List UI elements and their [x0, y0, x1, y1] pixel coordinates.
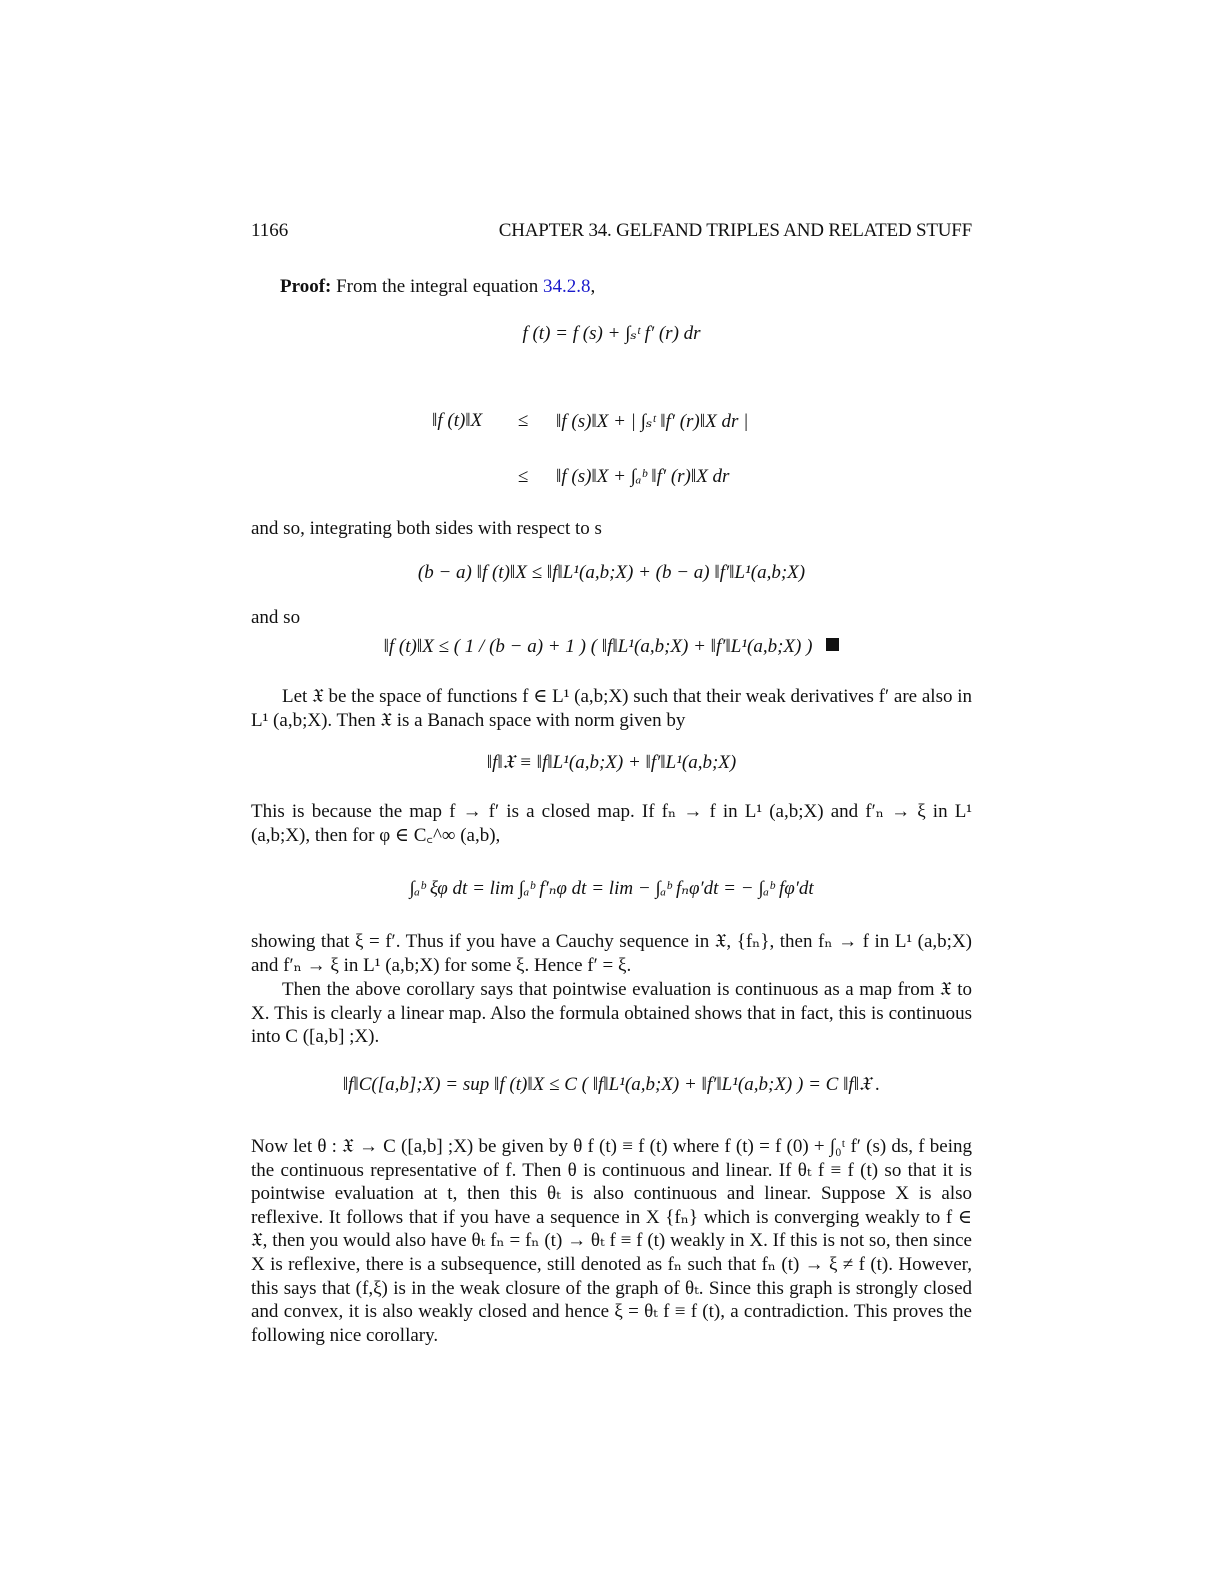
page-header [251, 220, 972, 246]
equation-norm-def: ‖f‖𝔛 ≡ ‖f‖L¹(a,b;X) + ‖f′‖L¹(a,b;X) [486, 752, 737, 773]
paragraph-closed-map: This is because the map f → f′ is a closed map. If fₙ → f in L¹ (a,b;X) and f′ₙ → ξ in L¹ (a,b;X), then for φ ∈ C꜀^∞ (a,b), [251, 801, 972, 846]
proof-label: Proof: [280, 276, 332, 297]
equation-bound [251, 636, 972, 658]
chapter-title: CHAPTER 34. GELFAND TRIPLES AND RELATED STUFF [498, 220, 972, 241]
equation-norm-rel1: ≤ [518, 410, 529, 431]
text-and-so: and so [251, 607, 301, 628]
equation-norm-rhs2: ‖f (s)‖X + ∫ₐᵇ ‖f′ (r)‖X dr [556, 466, 730, 487]
proof-intro [280, 275, 972, 299]
qed-square-icon [826, 638, 839, 651]
paragraph-pointwise: Then the above corollary says that pointwise evaluation is continuous as a map from 𝔛 to X. This is clearly a linear map. Also the formula obtained shows that in fact, this is continuous into C ([a,b] ;X). [251, 979, 972, 1048]
equation-norm-lhs: ‖f (t)‖X [432, 410, 483, 431]
proof-intro-tail: , [590, 276, 596, 297]
equation-integrated: (b − a) ‖f (t)‖X ≤ ‖f‖L¹(a,b;X) + (b − a) ‖f′‖L¹(a,b;X) [417, 562, 806, 583]
paragraph-cauchy: showing that ξ = f′. Thus if you have a Cauchy sequence in 𝔛, {fₙ}, then fₙ → f in L¹ (a,b;X) and f′ₙ → ξ in L¹ (a,b;X) for some ξ. Hence f′ = ξ. [251, 931, 972, 976]
proof-intro-text: From the integral equation [336, 276, 539, 297]
equation-weak-derivative: ∫ₐᵇ ξφ dt = lim ∫ₐᵇ f′ₙφ dt = lim − ∫ₐᵇ fₙφ′dt = − ∫ₐᵇ fφ′dt [409, 878, 814, 899]
equation-sup-bound: ‖f‖C([a,b];X) = sup ‖f (t)‖X ≤ C ( ‖f‖L¹(a,b;X) + ‖f′‖L¹(a,b;X) ) = C ‖f‖𝔛 . [342, 1074, 881, 1095]
text-integrating: and so, integrating both sides with respect to s [251, 518, 602, 539]
paragraph-banach-space: Let 𝔛 be the space of functions f ∈ L¹ (a,b;X) such that their weak derivatives f′ are also in L¹ (a,b;X). Then 𝔛 is a Banach space with norm given by [251, 686, 972, 731]
paragraph-theta: Now let θ : 𝔛 → C ([a,b] ;X) be given by θ f (t) ≡ f (t) where f (t) = f (0) + ∫₀ᵗ f′ (s) ds, f being the continuous representative of f. Then θ is continuous and linear. If θₜ f ≡ f (t) so that it is pointwise evaluation at t, then this θₜ is also continuous and linear. Suppose X is also reflexive. It follows that if you have a sequence in X {fₙ} which is converging weakly to f ∈ 𝔛, then you would also have θₜ fₙ = fₙ (t) → θₜ f ≡ f (t) weakly in X. If this is not so, then since X is reflexive, there is a subsequence, still denoted as fₙ such that fₙ (t) → ξ ≠ f (t). However, this says that (f,ξ) is in the weak closure of the graph of θₜ. Since this graph is strongly closed and convex, it is also weakly closed and hence ξ = θₜ f ≡ f (t), a contradiction. This proves the following nice corollary. [251, 1136, 972, 1346]
equation-integral: f (t) = f (s) + ∫ₛᵗ f′ (r) dr [522, 323, 701, 344]
page-number: 1166 [251, 220, 289, 241]
equation-norm-rhs1: ‖f (s)‖X + | ∫ₛᵗ ‖f′ (r)‖X dr | [556, 411, 749, 432]
equation-norm-rel2: ≤ [518, 466, 529, 487]
equation-reference-link[interactable]: 34.2.8 [542, 276, 591, 297]
equation-bound-text: ‖f (t)‖X ≤ ( 1 / (b − a) + 1 ) ( ‖f‖L¹(a,b;X) + ‖f′‖L¹(a,b;X) ) [383, 636, 813, 657]
